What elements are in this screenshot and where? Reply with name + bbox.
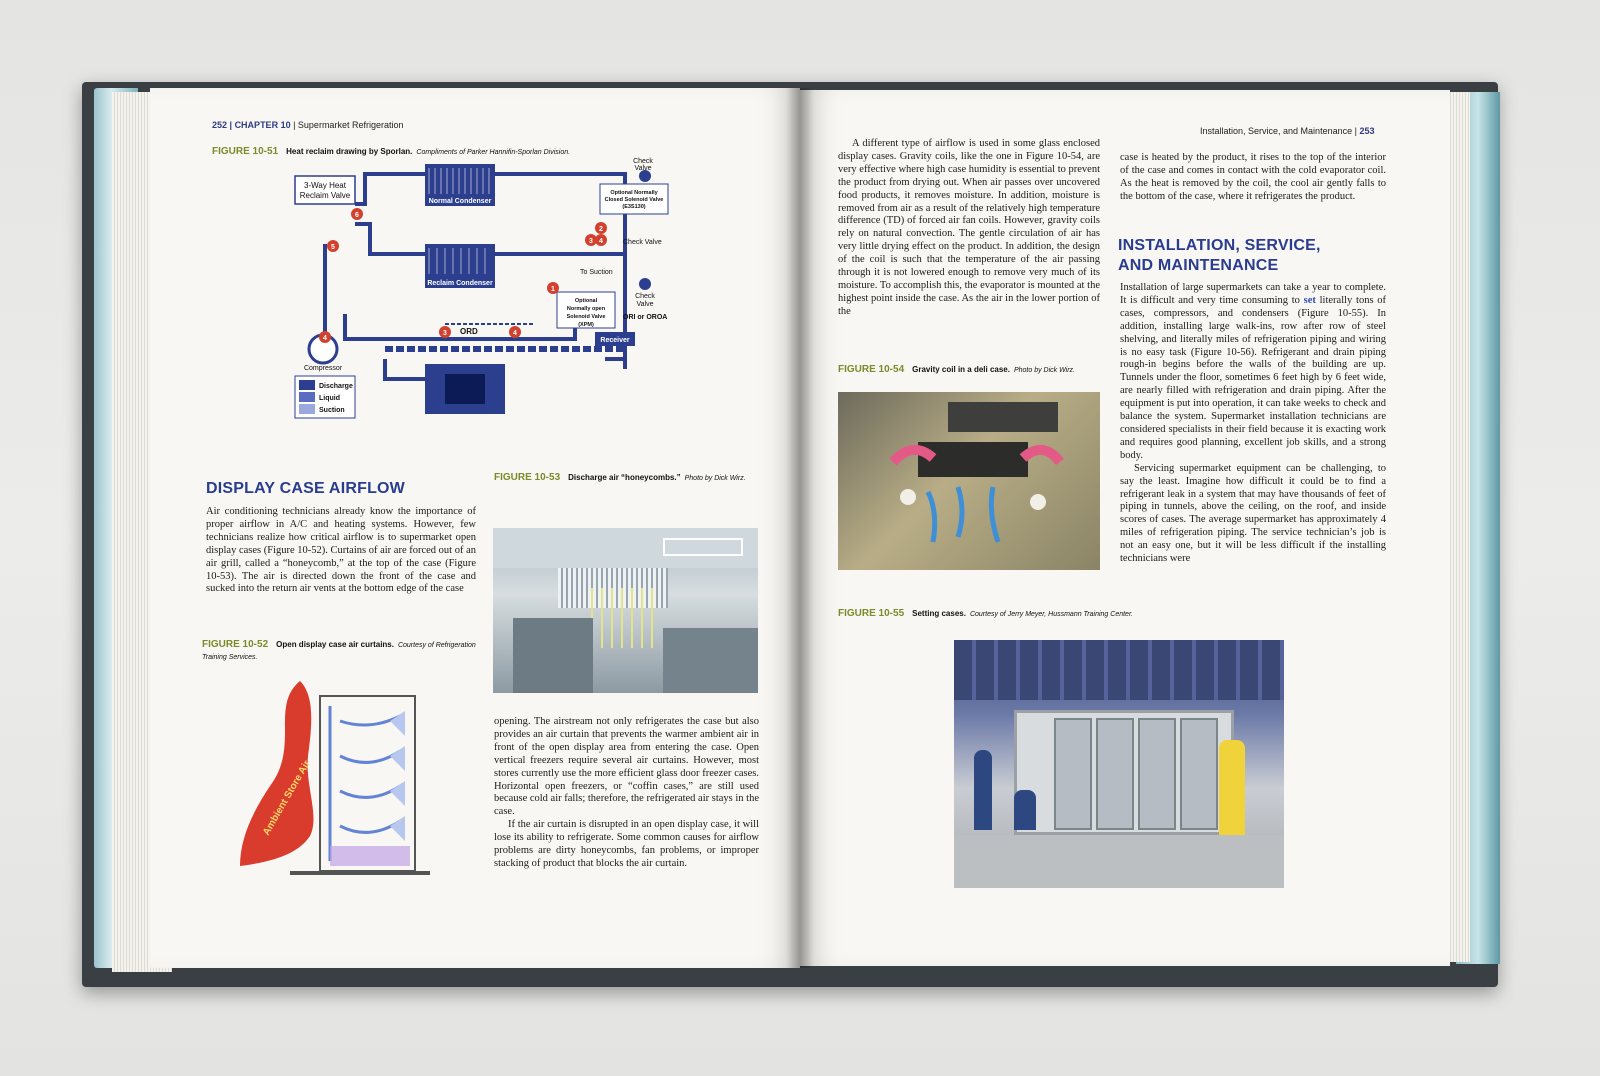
svg-text:ORD: ORD — [460, 327, 478, 336]
svg-text:4: 4 — [513, 330, 517, 337]
right-paragraph-1b: case is heated by the product, it rises to the top of the interior of the case and comes in contact with the cold evaporator coil. As the heat is removed by the coil, the cool air gently falls to the bottom of the case, where it refrigerates the product. — [1120, 152, 1386, 202]
figure-10-51-caption: FIGURE 10-51 Heat reclaim drawing by Sporlan. Compliments of Parker Hannifin-Sporlan Division. — [212, 146, 571, 157]
air-curtain-diagram — [230, 676, 445, 891]
right-page — [800, 90, 1450, 966]
svg-text:Suction: Suction — [319, 407, 345, 414]
svg-text:To Suction: To Suction — [580, 269, 613, 276]
book-gutter — [786, 88, 814, 968]
airflow-arrows — [838, 392, 1100, 570]
svg-text:3: 3 — [443, 330, 447, 337]
ambient-store-air-label: Ambient Store Air — [261, 758, 313, 838]
svg-text:Receiver: Receiver — [600, 337, 630, 344]
svg-text:Normally open: Normally open — [566, 306, 606, 312]
svg-text:Optional Normally: Optional Normally — [610, 190, 658, 196]
svg-text:Solenoid Valve: Solenoid Valve — [566, 314, 606, 320]
gravity-coil-photo — [838, 392, 1100, 570]
svg-text:Closed Solenoid Valve: Closed Solenoid Valve — [604, 197, 664, 203]
svg-text:3: 3 — [589, 238, 593, 245]
svg-text:(E3S130): (E3S130) — [622, 204, 646, 210]
svg-text:Valve: Valve — [636, 301, 654, 308]
right-paragraph-1: A different type of airflow is used in some glass enclosed display cases. Gravity coils, like the one in Figure 10-54, are very effective where high case humidity is essential to prevent the product from drying out. When air passes over uncovered food products, it removes moisture. In addition, moisture is removed from air as a result of the relatively high temperature difference (TD) of forced air fan coils. However, gravity coils rely on natural convection. The gentle circulation of air has very little drying effect on the product. In addition, the design of the coil is such that the temperature of the air passing through it is not lowered enough to remove very much of its moisture. To accomplish this, the evaporator is mounted at the highest point inside the case. As the air in the lower portion of the — [838, 138, 1100, 317]
svg-text:Check: Check — [633, 158, 653, 165]
svg-text:Discharge: Discharge — [319, 383, 353, 390]
running-head-right: Installation, Service, and Maintenance | 253 — [1200, 126, 1375, 136]
heat-reclaim-diagram — [295, 158, 675, 434]
right-paragraph-2: Installation of large supermarkets can take a year to complete. It is difficult and very time consuming to set literally tons of cases, compressors, and condensers (Figure 10-55). In addition, installing large walk-ins, row after row of steel shelving, and literally miles of refrigeration piping and wiring is no easy task (Figure 10-56). Refrigerant and drain piping rough-in begins before the walls of the building are up. Tunnels under the floor, sometimes 6 feet high by 6 feet wide, are nearly filled with refrigeration and drain piping. After the equipment is put into operation, it can take weeks to check and balance the system. Supermarket installation technicians are considered specialists in their field because it is exacting work and requires good planning, excellent job skills, and a strong body. Servicing supermarket equipment can be challenging, to say the least. Imagine how difficult it could be to find a refrigerant leak in a system that may have thousands of feet of piping in tunnels, above the ceiling, on the roof, and inside scores of cases. The average supermarket has approximately 4 miles of refrigeration piping. The service technician’s job is not an easy one, but it will be less difficult if the installing technicians were — [1120, 282, 1387, 565]
svg-text:6: 6 — [355, 212, 359, 219]
figure-10-52-caption: FIGURE 10-52 Open display case air curtains. Courtesy of Refrigeration Training Services. — [202, 639, 476, 661]
three-way-valve-label: 3-Way Heat — [304, 181, 346, 190]
svg-text:Check Valve: Check Valve — [623, 239, 662, 246]
setting-cases-photo — [954, 640, 1284, 888]
svg-text:Compressor: Compressor — [303, 365, 343, 372]
running-head-left: 252 | CHAPTER 10 | Supermarket Refrigeration — [212, 120, 404, 130]
figure-10-53-caption: FIGURE 10-53 Discharge air “honeycombs.” Photo by Dick Wirz. — [494, 472, 746, 483]
figure-10-55-caption: FIGURE 10-55 Setting cases. Courtesy of Jerry Meyer, Hussmann Training Center. — [838, 608, 1133, 619]
figure-10-54-caption: FIGURE 10-54 Gravity coil in a deli case. Photo by Dick Wirz. — [838, 364, 1075, 375]
left-page — [150, 88, 800, 968]
svg-text:2: 2 — [599, 226, 603, 233]
left-paragraph-1: Air conditioning technicians already know the importance of proper airflow in A/C and heating systems. However, few technicians realize how critical airflow is to supermarket open display cases (Figure 10-52). Curtains of air are forced out of an air grill, called a “honeycomb,” at the top of the case (Figure 10-53). The air is directed down the front of the case and sucked into the return air vents at the bottom edge of the case — [206, 506, 476, 595]
normal-condenser-label: Normal Condenser — [428, 198, 492, 205]
svg-text:Liquid: Liquid — [319, 395, 340, 402]
svg-text:ORI or OROA: ORI or OROA — [623, 314, 668, 321]
reclaim-condenser-label: Reclaim Condenser — [427, 280, 493, 287]
svg-text:Reclaim Valve: Reclaim Valve — [299, 191, 351, 200]
svg-text:Valve: Valve — [634, 165, 652, 172]
svg-text:Optional: Optional — [574, 298, 598, 304]
svg-text:(XPM): (XPM) — [578, 322, 594, 328]
left-paragraph-2: opening. The airstream not only refrigerates the case but also provides an air curtain that prevents the warmer ambient air in front of the open display area from entering the case. Open vertical freezers require several air curtains. However, most stores currently use the more efficient glass door freezer cases. Horizontal open freezers, or “coffin cases,” are still used because cold air falls; therefore, the refrigerated air stays in the case. If the air curtain is disrupted in an open display case, it will lose its ability to refrigerate. Some common causes for airflow problems are dirty honeycombs, fan problems, or improper stacking of product that blocks the air curtain. — [494, 716, 759, 869]
svg-text:4: 4 — [323, 335, 327, 342]
svg-text:5: 5 — [331, 244, 335, 251]
section-title-installation: INSTALLATION, SERVICE, AND MAINTENANCE — [1118, 237, 1321, 274]
honeycomb-photo — [493, 528, 758, 693]
set-link[interactable]: set — [1303, 294, 1316, 306]
svg-text:4: 4 — [599, 238, 603, 245]
section-title-display-case-airflow: DISPLAY CASE AIRFLOW — [206, 480, 405, 497]
svg-text:1: 1 — [551, 286, 555, 293]
svg-text:Check: Check — [635, 293, 655, 300]
